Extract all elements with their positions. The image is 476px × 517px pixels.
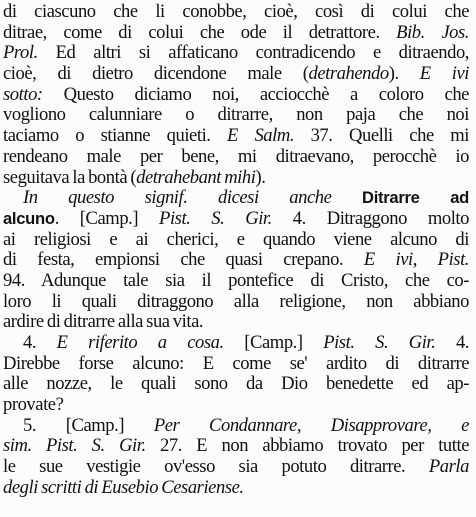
italic-text: Pist. S. Gir. [323, 333, 436, 353]
text-segment: seguitava la bontà ( [3, 167, 137, 188]
text-segment: ditrae, come di colui che ode il detrattore. [3, 22, 397, 43]
text-segment: alle nozze, le quali sono da Dio benedette ed ap- [3, 374, 469, 395]
text-segment: . [Camp.] [54, 208, 160, 229]
text-line [3, 230, 469, 251]
text-line [3, 209, 469, 230]
text-segment: Ed altri si affaticano contradicendo e ditraendo, [37, 43, 469, 64]
text-line [3, 105, 469, 126]
text-segment: 27. E non abbiamo trovato per tutte [145, 436, 469, 457]
text-segment: di festa, empionsi che quasi crepano. [3, 250, 364, 271]
italic-text: degli scritti di Eusebio Cesariense. [3, 477, 244, 498]
text-segment [331, 188, 362, 208]
text-segment: cioè, di dietro dicendone male ( [3, 64, 309, 85]
text-line [3, 2, 469, 23]
italic-text: sim. Pist. S. Gir. [3, 436, 146, 457]
text-segment: ). [388, 64, 420, 85]
text-line [23, 416, 469, 437]
text-segment: le sue vestigie ov'esso sia potuto ditrarre. [3, 457, 429, 478]
italic-text: E ivi [419, 64, 469, 85]
text-line [3, 292, 469, 313]
text-line [3, 43, 469, 64]
text-segment: 37. Quelli che mi [294, 126, 469, 147]
text-segment: ardire di ditrarre alla sua vita. [3, 312, 204, 333]
text-segment: loro li quali ditraggono alla religione, non abbiano [3, 291, 469, 312]
text-segment: Direbbe forse alcuno: E come se' ardito di ditrarre [3, 353, 469, 374]
italic-text: Bib. Jos. [396, 22, 469, 43]
bold-headword: Ditrarre ad [362, 188, 469, 208]
text-line [3, 126, 469, 147]
text-segment: 4. [435, 333, 469, 353]
text-segment: di ciascuno che li conobbe, cioè, così di colui che [3, 2, 469, 22]
text-line [3, 312, 469, 333]
text-segment [187, 188, 218, 208]
italic-text: Pist. S. Gir. [159, 208, 272, 229]
italic-text: In questo signif. [23, 188, 188, 209]
italic-text: Prol. [3, 43, 38, 64]
text-line [3, 85, 469, 106]
italic-text: sotto: [3, 84, 43, 105]
text-segment: 94. Adunque tale sia il pontefice di Cristo, che co- [3, 270, 469, 291]
text-segment: 4. Ditraggono molto [271, 208, 469, 229]
text-line [3, 354, 469, 375]
italic-text: detrahendo [308, 64, 389, 85]
text-line [3, 374, 469, 395]
italic-text: E ivi, Pist. [363, 250, 469, 271]
text-line [3, 436, 469, 457]
text-segment: provate? [3, 395, 64, 416]
text-segment: rendeano male per bene, mi ditraevano, perocchè io [3, 146, 469, 167]
text-line [3, 168, 469, 189]
text-line [23, 333, 469, 354]
text-segment: [Camp.] [223, 333, 324, 353]
text-line [3, 250, 469, 271]
text-segment: Questo diciamo noi, acciocchè a coloro che [42, 84, 469, 105]
text-line [3, 271, 469, 292]
italic-text: Per Condannare, Disapprovare, e [153, 415, 469, 436]
italic-text: detrahebant mihi [136, 167, 256, 188]
text-line [3, 147, 469, 168]
bold-headword: alcuno [3, 208, 55, 228]
italic-text: E Salm. [227, 126, 295, 147]
text-segment: 4. [23, 333, 57, 353]
italic-text: Parla [428, 457, 469, 478]
text-line [3, 478, 469, 499]
text-segment: taciamo o stianne quieti. [3, 126, 228, 147]
text-line [3, 457, 469, 478]
text-segment: ). [255, 167, 266, 188]
text-line [3, 23, 469, 44]
italic-text: E riferito a cosa. [56, 333, 224, 353]
text-segment: vogliono calunniare o ditrarre, non paja che noi [3, 105, 469, 126]
text-segment: 5. [Camp.] [23, 415, 154, 436]
text-segment: ai religiosi e ai cherici, e quando viene alcuno di [3, 229, 469, 250]
text-line [3, 64, 469, 85]
italic-text: dicesi anche [218, 188, 332, 209]
text-line [3, 395, 469, 416]
text-line [23, 188, 469, 209]
